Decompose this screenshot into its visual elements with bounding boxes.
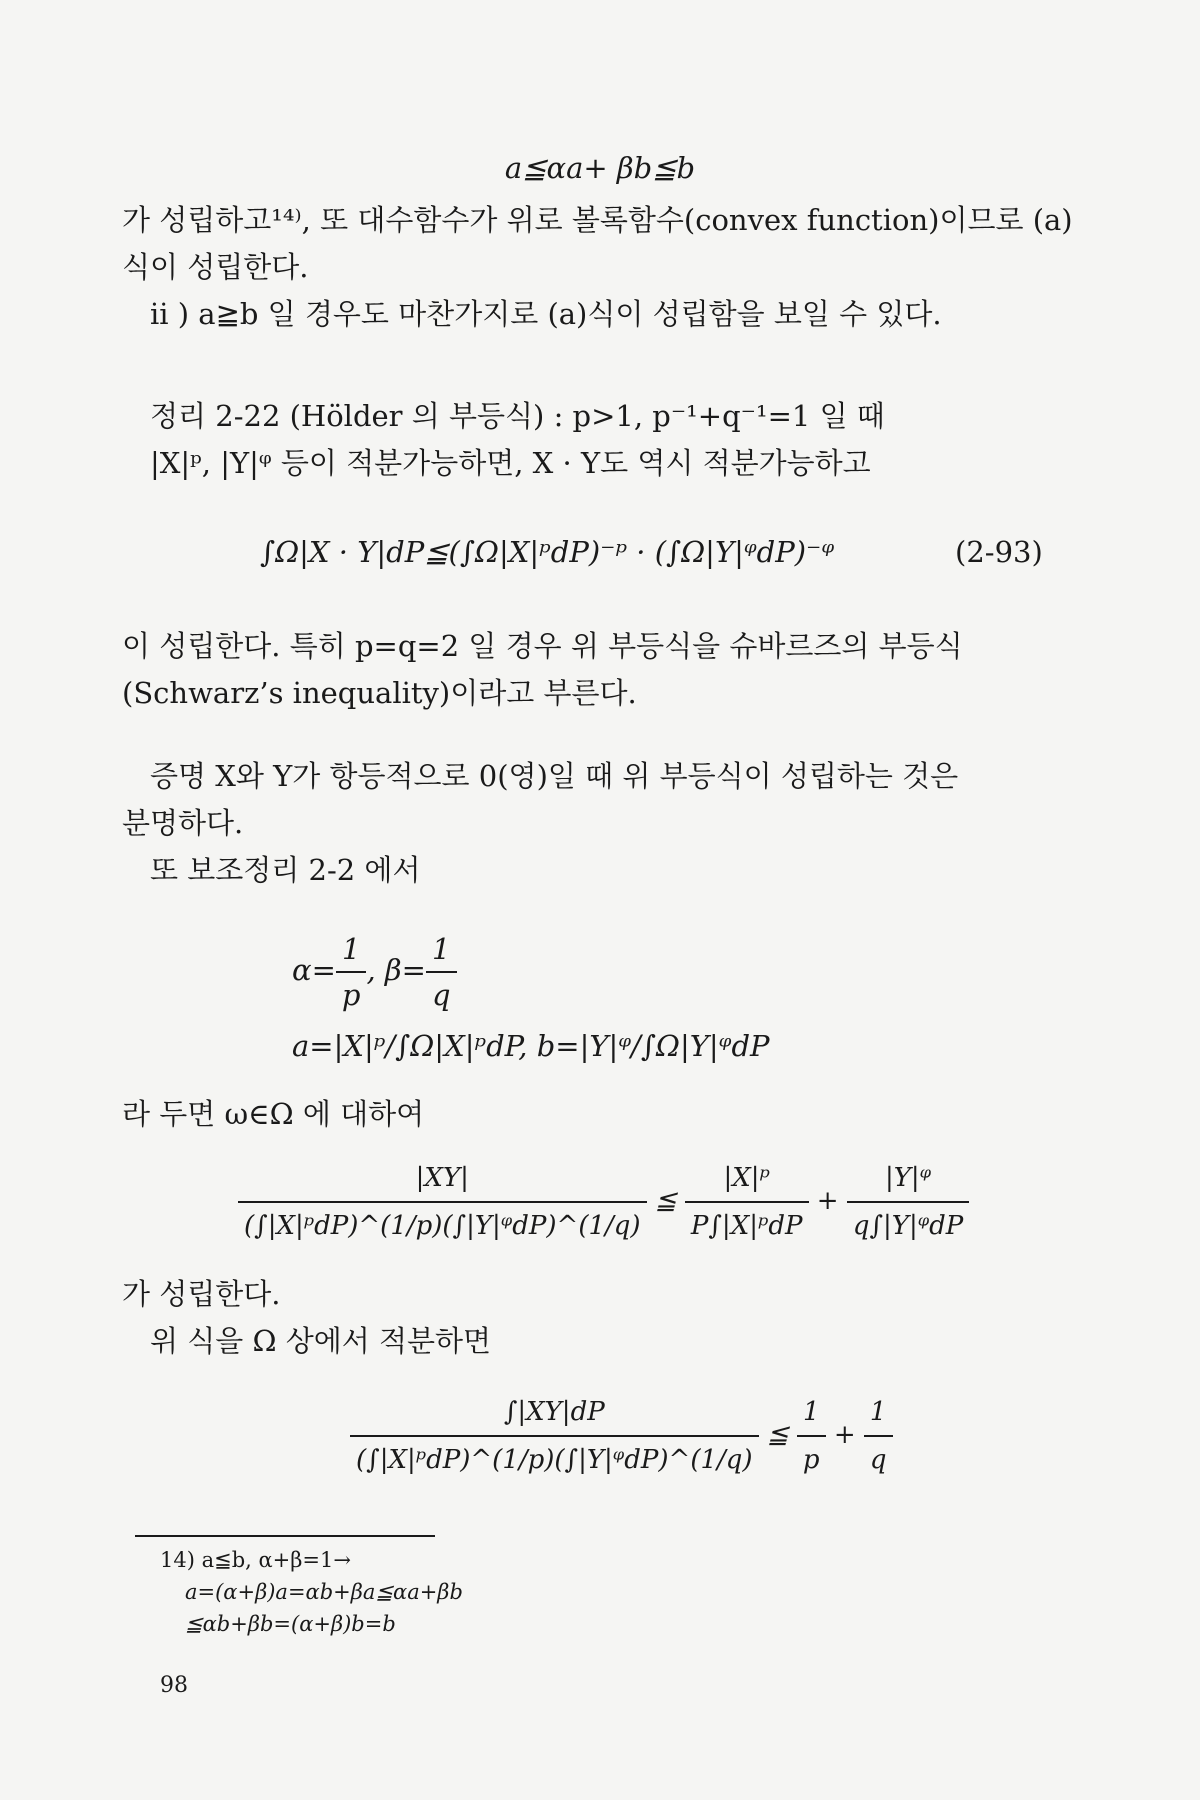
proof-line: 증명 X와 Y가 항등적으로 0(영)일 때 위 부등식이 성립하는 것은: [150, 759, 959, 793]
proof-line: 또 보조정리 2-2 에서: [150, 853, 421, 887]
fraction-denominator: (∫|X|ᵖdP)^(1/p)(∫|Y|ᵠdP)^(1/q): [356, 1445, 753, 1475]
beta-label: , β=: [366, 953, 426, 987]
fraction-denominator: p: [802, 1445, 820, 1475]
footnote-line: a=(α+β)a=αb+βa≦αa+βb: [185, 1580, 463, 1604]
plus-sign: +: [833, 1420, 856, 1450]
equation-inequality-top: a≦αa+ βb≦b: [504, 151, 696, 185]
equation-holder: ∫Ω|X · Y|dP≦(∫Ω|X|ᵖdP)⁻ᵖ · (∫Ω|Y|ᵠdP)⁻ᵠ: [260, 535, 835, 569]
plus-sign: +: [816, 1186, 839, 1216]
paragraph-line: 위 식을 Ω 상에서 적분하면: [150, 1324, 492, 1358]
equation-fraction-inequality: [238, 1158, 969, 1246]
theorem-heading: 정리 2-22 (Hölder 의 부등식) : p>1, p⁻¹+q⁻¹=1 일 때: [150, 399, 885, 433]
equation-integrated-inequality: [350, 1392, 893, 1480]
fraction-denominator: q: [869, 1445, 887, 1475]
alpha-label: α=: [292, 953, 336, 987]
paragraph-line: 이 성립한다. 특히 p=q=2 일 경우 위 부등식을 슈바르즈의 부등식: [122, 629, 963, 663]
fraction-numerator: |Y|ᵠ: [884, 1163, 932, 1193]
fraction-denominator: P∫|X|ᵖdP: [690, 1211, 803, 1241]
paragraph-line: 라 두면 ω∈Ω 에 대하여: [122, 1097, 425, 1131]
page-number: 98: [160, 1673, 188, 1698]
fraction-numerator: |X|ᵖ: [723, 1163, 770, 1193]
le-sign: ≦: [654, 1186, 677, 1216]
theorem-line: |X|ᵖ, |Y|ᵠ 등이 적분가능하면, X · Y도 역시 적분가능하고: [150, 446, 871, 480]
paragraph-line: 가 성립한다.: [122, 1277, 281, 1311]
fraction-denominator: q: [431, 978, 451, 1012]
fraction-denominator: p: [341, 978, 361, 1012]
paragraph-line: (Schwarz’s inequality)이라고 부른다.: [122, 676, 637, 710]
paragraph-line: ii ) a≧b 일 경우도 마찬가지로 (a)식이 성립함을 보일 수 있다.: [150, 297, 942, 331]
paragraph-line: 식이 성립한다.: [122, 250, 309, 284]
fraction-numerator: 1: [432, 932, 451, 966]
fraction-numerator: |XY|: [415, 1163, 469, 1193]
fraction-numerator: ∫|XY|dP: [503, 1397, 605, 1427]
equation-a-b: a=|X|ᵖ/∫Ω|X|ᵖdP, b=|Y|ᵠ/∫Ω|Y|ᵠdP: [292, 1029, 770, 1063]
paragraph-line: 가 성립하고¹⁴⁾, 또 대수함수가 위로 볼록함수(convex function)이므로 (a): [122, 203, 1073, 237]
le-sign: ≦: [766, 1420, 789, 1450]
fraction-numerator: 1: [869, 1397, 887, 1427]
fraction-numerator: 1: [802, 1397, 820, 1427]
footnote-rule: [135, 1535, 435, 1537]
footnote-line: ≦αb+βb=(α+β)b=b: [185, 1612, 396, 1636]
fraction-denominator: (∫|X|ᵖdP)^(1/p)(∫|Y|ᵠdP)^(1/q): [244, 1211, 641, 1241]
fraction-numerator: 1: [341, 932, 361, 966]
proof-line: 분명하다.: [122, 806, 244, 840]
fraction-denominator: q∫|Y|ᵠdP: [852, 1211, 964, 1241]
footnote-line: 14) a≦b, α+β=1→: [160, 1548, 351, 1572]
equation-number: (2-93): [955, 535, 1043, 569]
equation-alpha-beta: [292, 930, 457, 1014]
